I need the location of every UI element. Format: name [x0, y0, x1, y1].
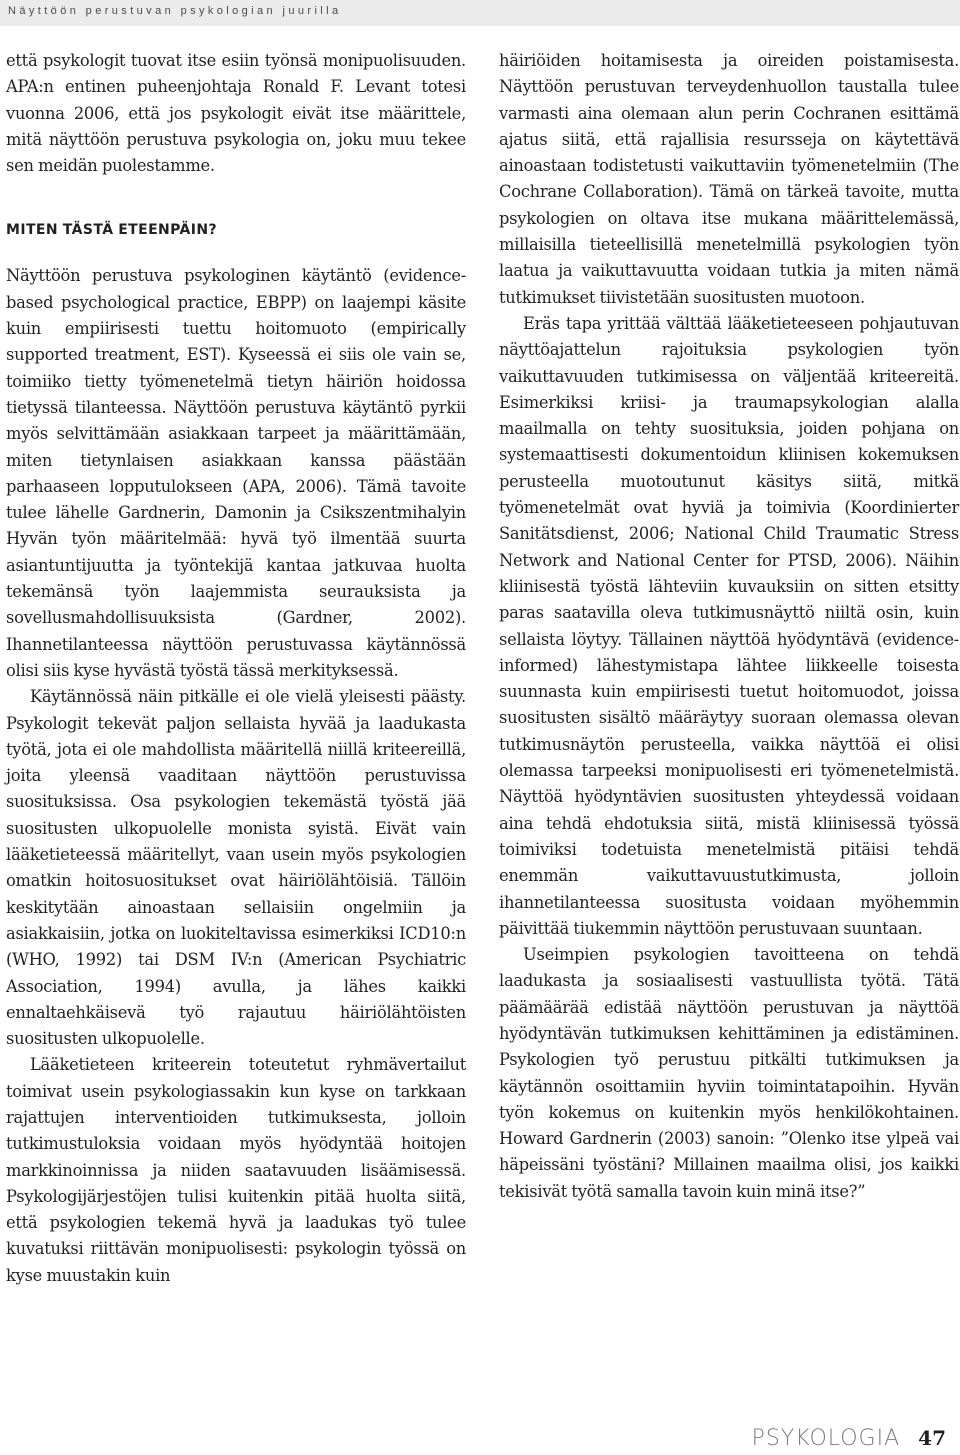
paragraph: Useimpien psykologien tavoitteena on tehdä laadukasta ja sosiaalisesti vastuullista työtä. Tätä päämäärää edistää näyttöön perustuvan ja näyttöä hyödyntävän tutkimuksen kehittäminen ja edistäminen. Psykologien työ perustuu pitkälti tutkimuksen ja käytännön osoittamiin hyviin toimintatapoihin. Hyvän työn kokemus on kuitenkin myös henkilökohtainen. Howard Gardnerin (2003) sanoin: ”Olenko itse ylpeä vai häpeissäni työstäni? Millainen maailma olisi, jos kaikki tekisivät työtä samalla tavoin kuin minä itse?”	[499, 945, 959, 1201]
page-footer	[752, 1426, 946, 1451]
paragraph: häiriöiden hoitamisesta ja oireiden poistamisesta. Näyttöön perustuvan terveydenhuollon taustalla tulee varmasti aina olemaan alun perin Cochranen esittämä ajatus siitä, että rajallisia resursseja on käytettävä ainoastaan todistetusti vaikuttaviin työmenetelmiin (The Cochrane Collaboration). Tämä on tärkeä tavoite, mutta psykologien on oltava itse mukana määrittelemässä, millaisilla tieteellisillä menetelmillä psykologien työn laatua ja vaikuttavuutta voidaan tutkia ja miten nämä tutkimukset tiivistetään suositusten muotoon.	[499, 51, 959, 307]
paragraph: että psykologit tuovat itse esiin työnsä monipuolisuuden. APA:n entinen puheenjohtaja Ronald F. Levant totesi vuonna 2006, että jos psykologit eivät itse määrittele, mitä näyttöön perustuva psykologia on, joku muu tekee sen meidän puolestamme.	[6, 51, 466, 176]
page-number: 47	[918, 1426, 946, 1450]
running-head-text: Näyttöön perustuvan psykologian juurilla	[8, 5, 342, 17]
magazine-name: PSYKOLOGIA	[751, 1426, 901, 1451]
right-column	[499, 48, 959, 1205]
paragraph: Eräs tapa yrittää välttää lääketieteeseen pohjautuvan näyttöajattelun rajoituksia psykologien työn vaikuttavuuden tutkimisessa on väljentää kriteereitä. Esimerkiksi kriisi- ja traumapsykologian alalla maailmalla on tehty suosituksia, joiden pohjana on systemaattisesti dokumentoidun kliinisen kokemuksen perusteella muotoutunut käsitys siitä, mitkä työmenetelmät ovat hyviä ja toimivia (Koordinierter Sanitätsdienst, 2006; National Child Traumatic Stress Network and National Center for PTSD, 2006). Näihin kliinisestä työstä lähteviin kuvauksiin on sitten etsitty paras saatavilla oleva tutkimusnäyttö niiltä osin, kuin sellaista löytyy. Tällainen näyttöä hyödyntävä (evidence-informed) lähestymistapa lähtee liikkeelle toisesta suunnasta kuin empiirisesti tuetut hoitomuodot, joissa suositusten sisältö määräytyy suoraan olemassa olevan tutkimusnäytön perusteella, vaikka näyttöä ei olisi olemassa tarpeeksi monipuolisesti eri työmenetelmistä. Näyttöä hyödyntävien suositusten yhteydessä voidaan aina tehdä ehdotuksia siitä, mistä kliinisessä työssä toimiviksi todetuista menetelmistä pitäisi tehdä enemmän vaikuttavuustutkimusta, jolloin ihannetilanteessa suositusta voidaan myöhemmin päivittää tiukemmin näyttöön perustuvaan suuntaan.	[499, 313, 959, 938]
paragraph: Näyttöön perustuva psykologinen käytäntö (evidence-based psychological practice, EBPP) on laajempi käsite kuin empiirisesti tuettu hoitomuoto (empirically supported treatment, EST). Kyseessä ei siis ole vain se, toimiiko tietty työmenetelmä tietyn häiriön hoidossa tietyssä tilanteessa. Näyttöön perustuva käytäntö pyrkii myös selvittämään asiakkaan tarpeet ja määrittämään, miten tietynlaisen asiakkaan kanssa päästään parhaaseen lopputulokseen (APA, 2006). Tämä tavoite tulee lähelle Gardnerin, Damonin ja Csikszentmihalyin Hyvän työn määritelmää: hyvä työ ilmentää suurta asiantuntijuutta ja työntekijä kantaa jatkuvaa huolta tekemänsä työn laajemmista seurauksista ja sovellusmahdollisuuksista (Gardner, 2002). Ihannetilanteessa näyttöön perustuvassa käytännössä olisi siis kyse hyvästä työstä tässä merkityksessä.	[6, 266, 466, 680]
paragraph: Käytännössä näin pitkälle ei ole vielä yleisesti päästy. Psykologit tekevät paljon sellaista hyvää ja laadukasta työtä, jota ei ole mahdollista määritellä niillä kriteereillä, joita yleensä vaaditaan näyttöön perustuvissa suosituksissa. Osa psykologien tekemästä työstä jää suositusten ulkopuolelle monista syistä. Eivät vain lääketieteessä määritellyt, vaan usein myös psykologien omatkin hoitosuositukset ovat häiriölähtöisiä. Tällöin keskitytään ainoastaan sellaisiin ongelmiin ja asiakkaisiin, jotka on luokiteltavissa esimerkiksi ICD10:n (WHO, 1992) tai DSM IV:n (American Psychiatric Association, 1994) avulla, ja lähes kaikki ennaltaehkäisevä työ rajautuu häiriölähtöisten suositusten ulkopuolelle.	[6, 687, 466, 1049]
left-column	[6, 48, 466, 1289]
running-head	[0, 0, 960, 26]
section-heading: MITEN TÄSTÄ ETEENPÄIN?	[6, 222, 218, 239]
paragraph: Lääketieteen kriteerein toteutetut ryhmävertailut toimivat usein psykologiassakin kun kyse on tarkkaan rajattujen interventioiden tutkimuksesta, jolloin tutkimustuloksia voidaan myös hyödyntää hoitojen markkinoinnissa ja niiden saatavuuden lisäämisessä. Psykologijärjestöjen tulisi kuitenkin pitää huolta siitä, että psykologien tekemä hyvä ja laadukas työ tulee kuvatuksi riittävän monipuolisesti: psykologin työssä on kyse muustakin kuin	[6, 1055, 466, 1285]
